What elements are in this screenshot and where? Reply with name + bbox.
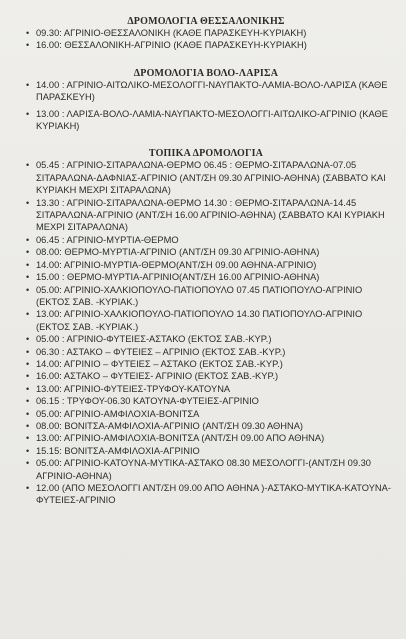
route-item: • 08.00: ΘΕΡΜΟ-ΜΥΡΤΙΑ-ΑΓΡΙΝΙΟ (ΑΝΤ/ΣΗ 09.30 ΑΓΡΙΝΙΟ-ΑΘΗΝΑ) — [26, 247, 320, 258]
route-item: • 13.00: ΑΓΡΙΝΙΟ-ΧΑΛΚΙΟΠΟΥΛΟ-ΠΑΤΙΟΠΟΥΛΟ 14.30 ΠΑΤΙΟΠΟΥΛΟ-ΑΓΡΙΝΙΟ (ΕΚΤΟΣ ΣΑΒ. -ΚΥΡΙΑΚ.) — [26, 309, 363, 332]
route-item: • 05.45 : ΑΓΡΙΝΙΟ-ΣΙΤΑΡΑΛΩΝΑ-ΘΕΡΜΟ 06.45 : ΘΕΡΜΟ-ΣΙΤΑΡΑΛΩΝΑ-07.05 ΣΙΤΑΡΑΛΩΝΑ-ΔΑΦΝΙΑΣ-ΑΓΡΙΝΙΟ (ΑΝΤ/ΣΗ 09.30 ΑΓΡΙΝΙΟ-ΑΘΗΝΑ) (ΣΑΒΒΑΤΟ ΚΑΙ ΚΥΡΙΑΚΗ ΜΕΧΡΙ ΣΙΤΑΡΑΛΩΝΑ) — [26, 160, 386, 196]
bullet-icon: • — [26, 79, 30, 90]
route-list-thessaloniki — [20, 27, 392, 52]
bullet-icon: • — [26, 383, 30, 394]
bullet-icon: • — [26, 408, 30, 419]
bullet-icon: • — [26, 420, 30, 431]
route-item: • 05.00 : ΑΓΡΙΝΙΟ-ΦΥΤΕΙΕΣ-ΑΣΤΑΚΟ (ΕΚΤΟΣ ΣΑΒ.-ΚΥΡ.) — [26, 334, 272, 345]
route-list-local — [20, 159, 392, 506]
route-item: • 06.30 : ΑΣΤΑΚΟ – ΦΥΤΕΙΕΣ – ΑΓΡΙΝΙΟ (ΕΚΤΟΣ ΣΑΒ.-ΚΥΡ.) — [26, 346, 286, 357]
route-list-volo-larisa — [20, 79, 392, 133]
route-item: • 13.00 : ΛΑΡΙΣΑ-ΒΟΛΟ-ΛΑΜΙΑ-ΝΑΥΠΑΚΤΟ-ΜΕΣΟΛΟΓΓΙ-ΑΙΤΩΛΙΚΟ-ΑΓΡΙΝΙΟ (ΚΑΘΕ ΚΥΡΙΑΚΗ) — [26, 108, 388, 132]
route-item: • 14.00: ΑΓΡΙΝΙΟ – ΦΥΤΕΙΕΣ – ΑΣΤΑΚΟ (ΕΚΤΟΣ ΣΑΒ.-ΚΥΡ.) — [26, 358, 283, 369]
section-title-thessaloniki: ΔΡΟΜΟΛΟΓΙΑ ΘΕΣΣΑΛΟΝΙΚΗΣ — [127, 16, 285, 27]
section-title-local-routes: ΤΟΠΙΚΑ ΔΡΟΜΟΛΟΓΙΑ — [148, 148, 264, 160]
bullet-icon: • — [26, 272, 30, 283]
bullet-icon: • — [26, 234, 30, 245]
route-item: • 08.00: ΒΟΝΙΤΣΑ-ΑΜΦΙΛΟΧΙΑ-ΑΓΡΙΝΙΟ (ΑΝΤ/ΣΗ 09.30 ΑΘΗΝΑ) — [26, 420, 303, 431]
bullet-icon: • — [26, 309, 30, 320]
route-item: • 09.30: ΑΓΡΙΝΙΟ-ΘΕΣΣΑΛΟΝΙΚΗ (ΚΑΘΕ ΠΑΡΑΣΚΕΥΗ-ΚΥΡΙΑΚΗ) — [26, 28, 307, 38]
bullet-icon: • — [26, 28, 30, 38]
route-item: • 14.00 : ΑΓΡΙΝΙΟ-ΑΙΤΩΛΙΚΟ-ΜΕΣΟΛΟΓΓΙ-ΝΑΥΠΑΚΤΟ-ΛΑΜΙΑ-ΒΟΛΟ-ΛΑΡΙΣΑ (ΚΑΘΕ ΠΑΡΑΣΚΕΥΗ) — [26, 79, 388, 103]
route-item: • 12.00 (ΑΠΟ ΜΕΣΟΛΟΓΓΙ ΑΝΤ/ΣΗ 09.00 ΑΠΟ ΑΘΗΝΑ )-ΑΣΤΑΚΟ-ΜΥΤΙΚΑ-ΚΑΤΟΥΝΑ-ΦΥΤΕΙΕΣ-ΑΓΡΙΝΙΟ — [26, 483, 391, 506]
bullet-icon: • — [26, 197, 30, 208]
bullet-icon: • — [26, 433, 30, 444]
route-item: • 13.00: ΑΓΡΙΝΙΟ-ΦΥΤΕΙΕΣ-ΤΡΥΦΟΥ-ΚΑΤΟΥΝΑ — [26, 383, 231, 394]
route-item: • 16.00: ΘΕΣΣΑΛΟΝΙΚΗ-ΑΓΡΙΝΙΟ (ΚΑΘΕ ΠΑΡΑΣΚΕΥΗ-ΚΥΡΙΑΚΗ) — [26, 40, 307, 51]
bullet-icon: • — [26, 483, 30, 493]
route-item: • 06.45 : ΑΓΡΙΝΙΟ-ΜΥΡΤΙΑ-ΘΕΡΜΟ — [26, 234, 179, 245]
bullet-icon: • — [26, 108, 30, 119]
route-item: • 05.00: ΑΓΡΙΝΙΟ-ΧΑΛΚΙΟΠΟΥΛΟ-ΠΑΤΙΟΠΟΥΛΟ 07.45 ΠΑΤΙΟΠΟΥΛΟ-ΑΓΡΙΝΙΟ (ΕΚΤΟΣ ΣΑΒ. -ΚΥΡΙΑΚ.) — [26, 284, 363, 307]
route-item: • 06.15 : ΤΡΥΦΟΥ-06.30 ΚΑΤΟΥΝΑ-ΦΥΤΕΙΕΣ-ΑΓΡΙΝΙΟ — [26, 396, 259, 407]
route-item: • 13.00: ΑΓΡΙΝΙΟ-ΑΜΦΙΛΟΧΙΑ-ΒΟΝΙΤΣΑ (ΑΝΤ/ΣΗ 09.00 ΑΠΟ ΑΘΗΝΑ) — [26, 433, 325, 444]
bullet-icon: • — [26, 396, 30, 407]
route-item: • 05.00: ΑΓΡΙΝΙΟ-ΑΜΦΙΛΟΧΙΑ-ΒΟΝΙΤΣΑ — [26, 408, 200, 419]
route-item: • 14.00: ΑΓΡΙΝΙΟ-ΜΥΡΤΙΑ-ΘΕΡΜΟ(ΑΝΤ/ΣΗ 09.00 ΑΘΗΝΑ-ΑΓΡΙΝΙΟ) — [26, 259, 317, 270]
route-item: • 13.30 : ΑΓΡΙΝΙΟ-ΣΙΤΑΡΑΛΩΝΑ-ΘΕΡΜΟ 14.30 : ΘΕΡΜΟ-ΣΙΤΑΡΑΛΩΝΑ-14.45 ΣΙΤΑΡΑΛΩΝΑ-ΑΓΡΙΝΙΟ (ΑΝΤ/ΣΗ 16.00 ΑΓΡΙΝΙΟ-ΑΘΗΝΑ) (ΣΑΒΒΑΤΟ ΚΑΙ ΚΥΡΙΑΚΗ ΜΕΧΡΙ ΣΙΤΑΡΑΛΩΝΑ) — [26, 197, 385, 233]
bullet-icon: • — [26, 259, 30, 270]
bullet-icon: • — [26, 358, 30, 369]
bullet-icon: • — [26, 346, 30, 357]
bullet-icon: • — [26, 160, 30, 171]
bullet-icon: • — [26, 334, 30, 345]
route-item: • 15.15: ΒΟΝΙΤΣΑ-ΑΜΦΙΛΟΧΙΑ-ΑΓΡΙΝΙΟ — [26, 445, 200, 456]
bullet-icon: • — [26, 458, 30, 469]
bullet-icon: • — [26, 284, 30, 295]
route-item: • 15.00 : ΘΕΡΜΟ-ΜΥΡΤΙΑ-ΑΓΡΙΝΙΟ(ΑΝΤ/ΣΗ 16.00 ΑΓΡΙΝΙΟ-ΑΘΗΝΑ) — [26, 272, 320, 283]
bullet-icon: • — [26, 371, 30, 382]
bullet-icon: • — [26, 445, 30, 456]
bullet-icon: • — [26, 247, 30, 258]
bullet-icon: • — [26, 40, 30, 51]
route-item: • 05.00: ΑΓΡΙΝΙΟ-ΚΑΤΟΥΝΑ-ΜΥΤΙΚΑ-ΑΣΤΑΚΟ 08.30 ΜΕΣΟΛΟΓΓΙ-(ΑΝΤ/ΣΗ 09.30 ΑΓΡΙΝΙΟ-ΑΘΗΝΑ) — [26, 458, 371, 481]
section-title-volo-larisa: ΔΡΟΜΟΛΟΓΙΑ ΒΟΛΟ-ΛΑΡΙΣΑ — [133, 67, 279, 79]
route-item: • 16.00: ΑΣΤΑΚΟ – ΦΥΤΕΙΕΣ- ΑΓΡΙΝΙΟ (ΕΚΤΟΣ ΣΑΒ.-ΚΥΡ.) — [26, 371, 279, 382]
